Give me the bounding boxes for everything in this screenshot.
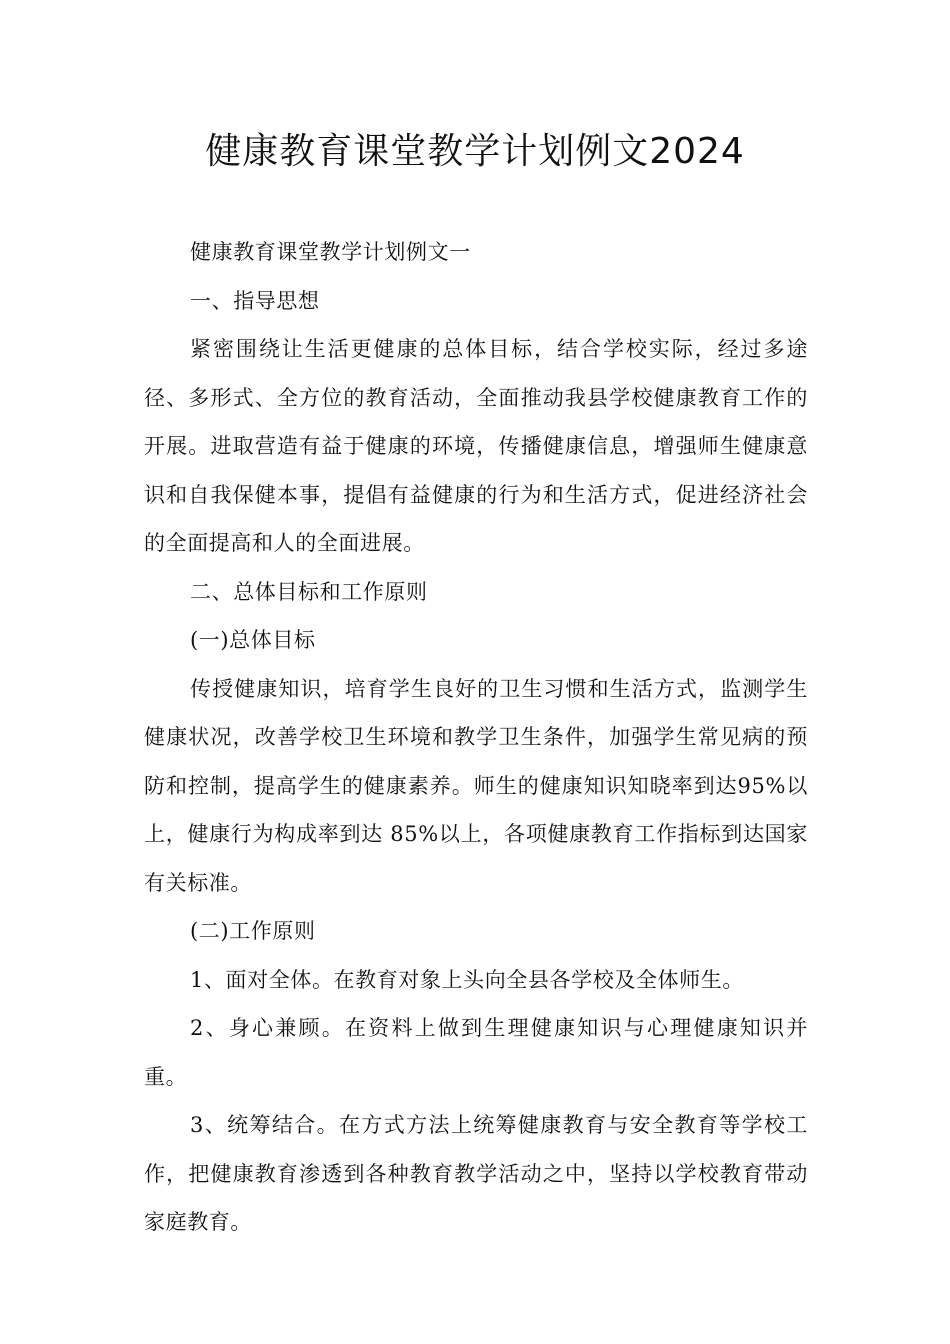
section-heading-goals-principles: 二、总体目标和工作原则	[190, 579, 428, 604]
list-item: 1、面对全体。在教育对象上头向全县各学校及全体师生。	[190, 967, 744, 992]
document-title: 健康教育课堂教学计划例文2024	[205, 131, 745, 172]
document-body	[144, 228, 808, 1247]
body-paragraph: 传授健康知识，培育学生良好的卫生习惯和生活方式，监测学生健康状况，改善学校卫生环境和教学卫生条件，加强学生常见病的预防和控制，提高学生的健康素养。师生的健康知识知晓率到达95%以上，健康行为构成率到达 85%以上，各项健康教育工作指标到达国家有关标准。	[144, 676, 808, 895]
list-item: 3、统筹结合。在方式方法上统筹健康教育与安全教育等学校工作，把健康教育渗透到各种教育教学活动之中，坚持以学校教育带动家庭教育。	[144, 1113, 808, 1234]
list-item: 2、身心兼顾。在资料上做到生理健康知识与心理健康知识并重。	[144, 1016, 808, 1089]
subtitle-paragraph: 健康教育课堂教学计划例文一	[190, 240, 471, 264]
subsection-heading-overall-goal: (一)总体目标	[190, 628, 316, 652]
body-paragraph: 紧密围绕让生活更健康的总体目标，结合学校实际，经过多途径、多形式、全方位的教育活动，全面推动我县学校健康教育工作的开展。进取营造有益于健康的环境，传播健康信息，增强师生健康意识和自我保健本事，提倡有益健康的行为和生活方式，促进经济社会的全面提高和人的全面进展。	[144, 337, 808, 555]
subsection-heading-work-principles: (二)工作原则	[190, 919, 316, 943]
section-heading-guiding-ideology: 一、指导思想	[190, 288, 320, 313]
